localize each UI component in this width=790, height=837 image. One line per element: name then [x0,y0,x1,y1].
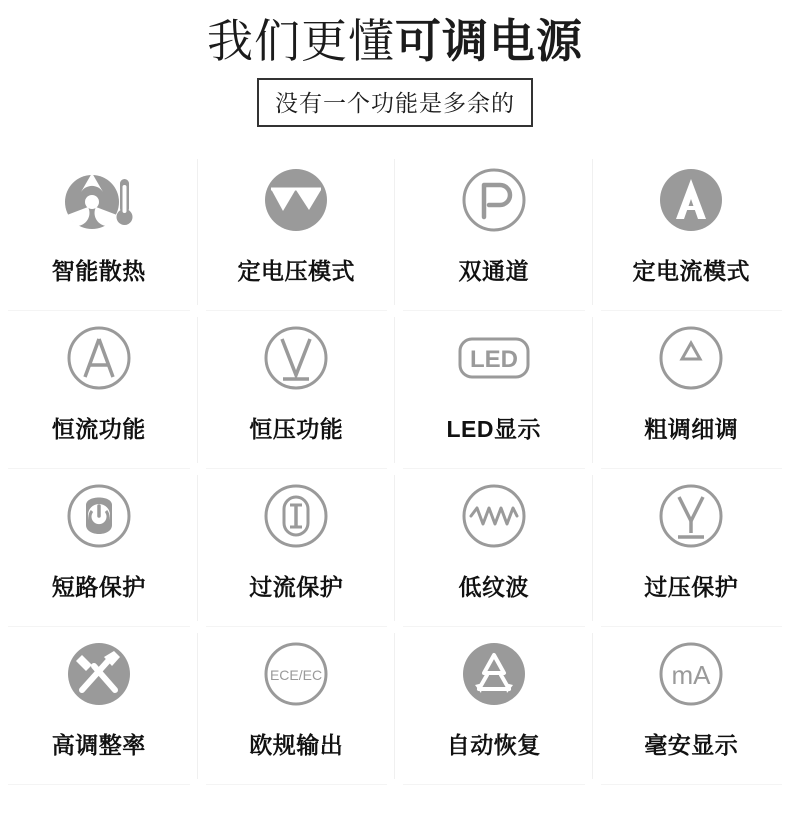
svg-text:LED: LED [469,346,518,374]
feature-label: 双通道 [458,258,529,285]
page-subtitle: 没有一个功能是多余的 [257,78,533,127]
high-regulation-icon [56,633,142,719]
feature-label: 恒流功能 [51,416,146,443]
feature-label: 定电压模式 [237,258,355,285]
feature-cell [395,311,593,469]
low-ripple-icon [451,475,537,561]
auto-recovery-icon [451,633,537,719]
feature-label: 智能散热 [51,258,146,285]
short-circuit-protection-icon [56,475,142,561]
feature-cell [0,627,198,785]
feature-label: 恒压功能 [249,416,344,443]
feature-cell [198,469,396,627]
page-header [0,0,790,127]
constant-voltage-icon [253,317,339,403]
feature-label: 粗调细调 [644,416,739,443]
svg-text:mA: mA [671,660,711,691]
coarse-fine-tuning-icon [648,317,734,403]
voltage-mode-icon [253,159,339,245]
dual-channel-icon [451,159,537,245]
feature-cell [593,153,790,311]
over-current-protection-icon [253,475,339,561]
feature-label: 过压保护 [644,574,739,601]
page-title [0,14,790,68]
feature-cell [198,311,396,469]
feature-label: LED显示 [446,416,541,443]
feature-label: 自动恢复 [446,732,541,759]
feature-label: 高调整率 [51,732,146,759]
feature-label: 毫安显示 [644,732,739,759]
ece-ec-icon [253,633,339,719]
milliamp-display-icon [648,633,734,719]
page-subtitle-wrap [0,78,790,127]
feature-grid [0,153,790,785]
feature-label: 过流保护 [249,574,344,601]
constant-current-icon [56,317,142,403]
feature-cell [0,153,198,311]
page-title-part2: 可调电源 [395,15,583,67]
page-title-part1: 我们更懂 [207,15,395,67]
feature-cell [395,469,593,627]
feature-cell [0,311,198,469]
over-voltage-protection-icon [648,475,734,561]
svg-text:ECE/EC: ECE/EC [270,667,323,684]
current-mode-icon [648,159,734,245]
feature-cell [0,469,198,627]
led-display-icon [451,317,537,403]
feature-label: 定电流模式 [632,258,750,285]
radiation-thermometer-icon [56,159,142,245]
feature-cell [198,153,396,311]
feature-cell [395,627,593,785]
feature-cell [198,627,396,785]
feature-cell [593,311,790,469]
feature-label: 短路保护 [51,574,146,601]
feature-cell [593,469,790,627]
feature-cell [395,153,593,311]
feature-cell [593,627,790,785]
feature-label: 欧规输出 [249,732,344,759]
feature-label: 低纹波 [458,574,529,601]
